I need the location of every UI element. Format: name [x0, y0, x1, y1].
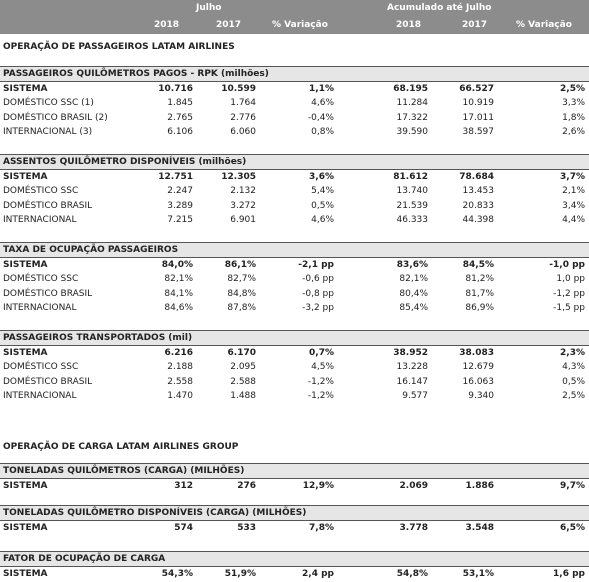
cell-avar: 2,6%: [562, 126, 585, 137]
cell-v2017: 12.305: [221, 172, 256, 182]
cell-a2018: 38.952: [393, 348, 428, 358]
table-header: [0, 0, 589, 34]
cell-var: -0,4%: [307, 112, 334, 123]
section-heading-pax: [0, 330, 589, 345]
cell-var: -3,2 pp: [302, 302, 334, 313]
row-label: SISTEMA: [3, 84, 48, 94]
table-row: [0, 170, 589, 184]
cell-a2017: 66.527: [459, 84, 494, 94]
table-row: [0, 375, 589, 389]
header-col-2017: 2017: [216, 20, 242, 30]
cell-v2017: 533: [237, 523, 256, 533]
cell-a2017: 81,7%: [465, 288, 494, 299]
cell-avar: -1,2 pp: [553, 288, 585, 299]
cell-a2018: 83,6%: [396, 260, 428, 270]
table-row: [0, 82, 589, 96]
cell-v2017: 10.599: [221, 84, 256, 94]
row-label: INTERNACIONAL: [3, 302, 77, 313]
cell-v2017: 2.588: [230, 376, 256, 387]
header-col-2018: 2018: [154, 20, 180, 30]
cell-var: 4,6%: [311, 98, 334, 109]
cell-a2017: 86,9%: [465, 302, 494, 313]
cell-avar: 3,3%: [562, 98, 585, 109]
section-heading-atk: [0, 505, 589, 520]
cell-a2018: 3.778: [399, 523, 428, 533]
cell-var: 1,1%: [309, 84, 334, 94]
cell-v2018: 7.215: [167, 214, 193, 225]
section-heading-rtk: [0, 463, 589, 478]
cell-var: 0,8%: [311, 126, 334, 137]
cell-var: 0,5%: [311, 200, 334, 211]
table-row: [0, 479, 589, 493]
cell-v2017: 6.901: [230, 214, 256, 225]
header-col-2017-accum: 2017: [462, 20, 488, 30]
cell-v2018: 84,6%: [164, 302, 193, 313]
cell-v2017: 2.776: [230, 112, 256, 123]
cell-v2018: 84,1%: [164, 288, 193, 299]
section-heading-rpk: [0, 66, 589, 81]
header-col-variation-accum: % Variação: [516, 20, 572, 30]
row-label: DOMÉSTICO BRASIL (2): [3, 112, 108, 123]
cell-a2017: 20.833: [462, 200, 494, 211]
section-heading-label: PASSAGEIROS TRANSPORTADOS (mil): [3, 333, 193, 343]
cell-a2018: 21.539: [396, 200, 428, 211]
section-heading-ask: [0, 154, 589, 169]
cell-var: -0,8 pp: [302, 288, 334, 299]
section-heading-label: PASSAGEIROS QUILÔMETROS PAGOS - RPK (milhões): [3, 69, 269, 79]
row-label: DOMÉSTICO BRASIL: [3, 288, 93, 299]
row-label: SISTEMA: [3, 348, 48, 358]
cell-v2017: 87,8%: [227, 302, 256, 313]
cell-v2018: 12.751: [158, 172, 193, 182]
cell-a2018: 82,1%: [399, 274, 428, 285]
cell-a2018: 80,4%: [399, 288, 428, 299]
cell-var: 5,4%: [311, 186, 334, 197]
cell-v2017: 6.170: [227, 348, 256, 358]
row-label: INTERNACIONAL: [3, 214, 77, 225]
cell-var: 3,6%: [309, 172, 334, 182]
cell-v2017: 1.488: [230, 390, 256, 401]
cell-a2018: 9.577: [402, 390, 428, 401]
cell-a2018: 17.322: [396, 112, 428, 123]
cell-v2018: 6.216: [164, 348, 193, 358]
row-label: INTERNACIONAL (3): [3, 126, 93, 137]
cell-v2018: 2.188: [167, 362, 193, 373]
cell-a2018: 85,4%: [399, 302, 428, 313]
row-label: SISTEMA: [3, 481, 48, 491]
cell-v2018: 82,1%: [164, 274, 193, 285]
cell-v2018: 312: [174, 481, 193, 491]
row-label: SISTEMA: [3, 569, 48, 579]
table-row: [0, 184, 589, 198]
cell-a2017: 13.453: [462, 186, 494, 197]
cell-a2017: 3.548: [465, 523, 494, 533]
cell-avar: 2,1%: [562, 186, 585, 197]
row-label: SISTEMA: [3, 172, 48, 182]
cell-var: 2,4 pp: [302, 569, 334, 579]
table-row: [0, 521, 589, 535]
cell-avar: -1,5 pp: [553, 302, 585, 313]
cell-a2017: 84,5%: [462, 260, 494, 270]
cell-v2018: 3.289: [167, 200, 193, 211]
row-label: INTERNACIONAL: [3, 390, 77, 401]
row-label: DOMÉSTICO SSC (1): [3, 98, 94, 109]
row-label: DOMÉSTICO SSC: [3, 362, 79, 373]
table-row: [0, 389, 589, 403]
cell-v2018: 54,3%: [161, 569, 193, 579]
section-heading-cargo_load: [0, 551, 589, 566]
cell-avar: 4,3%: [562, 362, 585, 373]
cell-v2017: 82,7%: [227, 274, 256, 285]
table-row: [0, 346, 589, 360]
table-row: [0, 567, 589, 581]
row-label: DOMÉSTICO SSC: [3, 274, 79, 285]
cell-v2017: 3.272: [230, 200, 256, 211]
cell-a2017: 38.597: [462, 126, 494, 137]
cell-v2017: 84,8%: [227, 288, 256, 299]
cell-v2018: 2.247: [167, 186, 193, 197]
cell-a2018: 11.284: [396, 98, 428, 109]
cell-v2018: 1.845: [167, 98, 193, 109]
cell-a2018: 68.195: [393, 84, 428, 94]
table-row: [0, 213, 589, 227]
table-row: [0, 125, 589, 139]
header-col-2018-accum: 2018: [396, 20, 422, 30]
cell-a2018: 81.612: [393, 172, 428, 182]
cell-var: 0,7%: [309, 348, 334, 358]
section-heading-label: TONELADAS QUILÔMETRO DISPONÍVEIS (CARGA) (MILHÕES): [3, 508, 307, 518]
header-group-accumulated: Acumulado até Julho: [387, 3, 492, 13]
cell-v2018: 84,0%: [161, 260, 193, 270]
cell-v2017: 51,9%: [224, 569, 256, 579]
header-group-july: Julho: [196, 3, 222, 13]
cell-a2017: 38.083: [459, 348, 494, 358]
cell-var: -1,2%: [307, 390, 334, 401]
section-heading-label: TONELADAS QUILÔMETROS (CARGA) (MILHÕES): [3, 466, 245, 476]
table-row: [0, 272, 589, 286]
row-label: SISTEMA: [3, 260, 48, 270]
cargo-operations-title: OPERAÇÃO DE CARGA LATAM AIRLINES GROUP: [3, 442, 239, 452]
header-col-variation: % Variação: [272, 20, 328, 30]
cell-var: 12,9%: [302, 481, 334, 491]
passenger-operations-title: OPERAÇÃO DE PASSAGEIROS LATAM AIRLINES: [3, 42, 235, 52]
table-row: [0, 258, 589, 272]
cell-avar: 4,4%: [562, 214, 585, 225]
cell-var: 4,6%: [311, 214, 334, 225]
cell-var: -2,1 pp: [298, 260, 334, 270]
cell-v2018: 10.716: [158, 84, 193, 94]
cell-v2017: 86,1%: [224, 260, 256, 270]
cell-a2017: 16.063: [462, 376, 494, 387]
cell-a2018: 46.333: [396, 214, 428, 225]
cell-v2017: 1.764: [230, 98, 256, 109]
cell-a2017: 81,2%: [465, 274, 494, 285]
cell-avar: 2,5%: [562, 390, 585, 401]
cell-a2018: 13.228: [396, 362, 428, 373]
row-label: DOMÉSTICO SSC: [3, 186, 79, 197]
table-row: [0, 96, 589, 110]
cell-avar: 3,4%: [562, 200, 585, 211]
cell-avar: 1,6 pp: [553, 569, 585, 579]
cell-var: -1,2%: [307, 376, 334, 387]
cell-a2018: 54,8%: [396, 569, 428, 579]
cell-a2017: 53,1%: [462, 569, 494, 579]
cell-v2017: 2.132: [230, 186, 256, 197]
cell-var: 7,8%: [309, 523, 334, 533]
cell-a2017: 10.919: [462, 98, 494, 109]
cell-v2018: 2.558: [167, 376, 193, 387]
cell-a2018: 13.740: [396, 186, 428, 197]
cell-a2017: 17.011: [462, 112, 494, 123]
row-label: SISTEMA: [3, 523, 48, 533]
cell-v2017: 6.060: [230, 126, 256, 137]
cell-a2017: 44.398: [462, 214, 494, 225]
cell-v2018: 1.470: [167, 390, 193, 401]
cell-avar: 0,5%: [562, 376, 585, 387]
section-heading-label: FATOR DE OCUPAÇÃO DE CARGA: [3, 554, 166, 564]
cell-avar: 3,7%: [560, 172, 585, 182]
cell-avar: 9,7%: [560, 481, 585, 491]
section-heading-label: TAXA DE OCUPAÇÃO PASSAGEIROS: [3, 245, 179, 255]
row-label: DOMÉSTICO BRASIL: [3, 200, 93, 211]
table-row: [0, 360, 589, 374]
cell-a2017: 12.679: [462, 362, 494, 373]
table-row: [0, 199, 589, 213]
row-label: DOMÉSTICO BRASIL: [3, 376, 93, 387]
cell-v2018: 574: [174, 523, 193, 533]
cell-avar: -1,0 pp: [549, 260, 585, 270]
table-row: [0, 287, 589, 301]
cell-a2018: 39.590: [396, 126, 428, 137]
cell-v2017: 2.095: [230, 362, 256, 373]
cell-a2017: 9.340: [468, 390, 494, 401]
cell-var: 4,5%: [311, 362, 334, 373]
table-row: [0, 301, 589, 315]
cell-avar: 1,8%: [562, 112, 585, 123]
cell-v2018: 2.765: [167, 112, 193, 123]
cell-v2018: 6.106: [167, 126, 193, 137]
cell-a2018: 2.069: [399, 481, 428, 491]
cell-a2017: 78.684: [459, 172, 494, 182]
table-row: [0, 111, 589, 125]
cell-a2017: 1.886: [465, 481, 494, 491]
cell-avar: 2,3%: [560, 348, 585, 358]
section-heading-label: ASSENTOS QUILÔMETRO DISPONÍVEIS (milhões): [3, 157, 247, 167]
cell-v2017: 276: [237, 481, 256, 491]
cell-a2018: 16.147: [396, 376, 428, 387]
cell-var: -0,6 pp: [302, 274, 334, 285]
cell-avar: 6,5%: [560, 523, 585, 533]
cell-avar: 2,5%: [560, 84, 585, 94]
section-heading-load: [0, 242, 589, 257]
cell-avar: 1,0 pp: [556, 274, 585, 285]
